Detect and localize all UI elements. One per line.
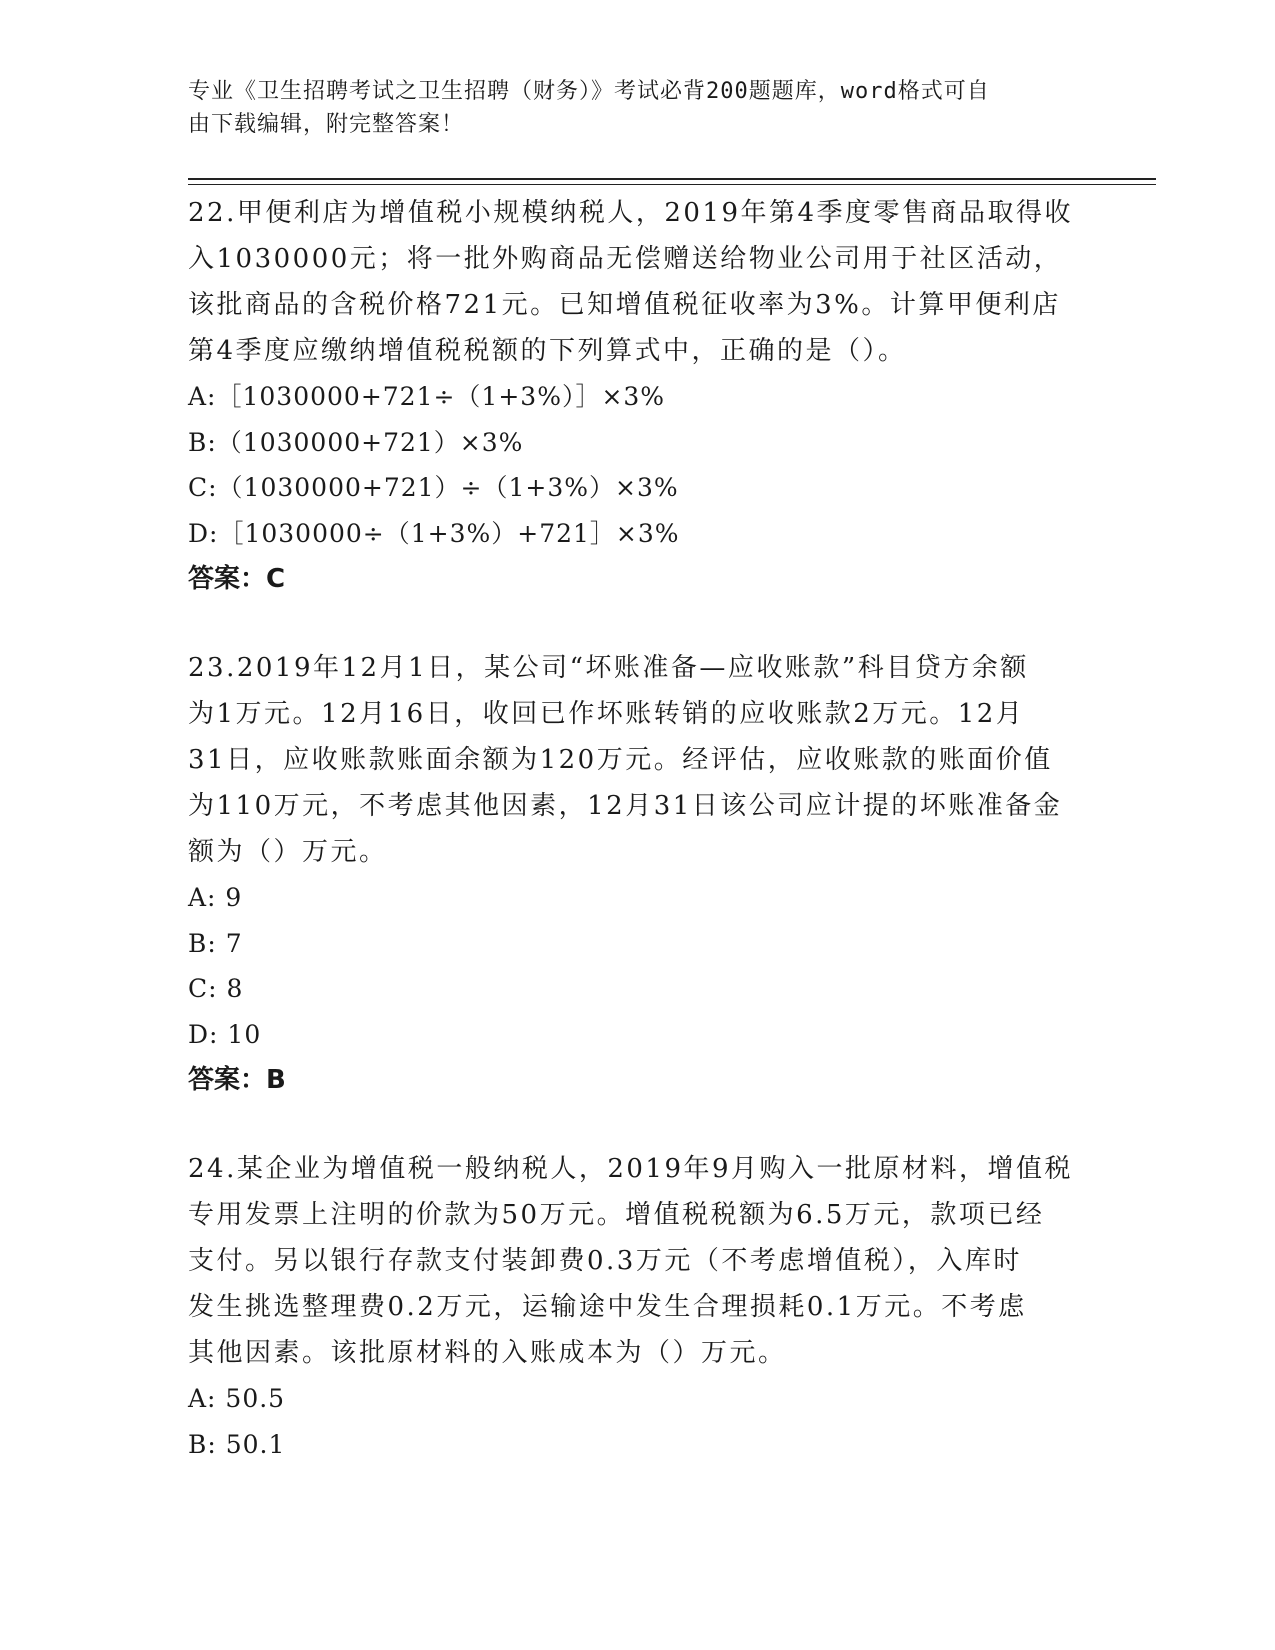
option-a: A: 9: [188, 883, 243, 912]
answer: 答案：C: [188, 564, 286, 594]
question-line: 22.甲便利店为增值税小规模纳税人，2019年第4季度零售商品取得收: [188, 198, 1074, 228]
header-line-1: 专业《卫生招聘考试之卫生招聘（财务）》考试必背200题题库，word格式可自: [188, 79, 990, 104]
option-d: D:［1030000÷（1+3%）+721］×3%: [188, 518, 680, 548]
spacer: [188, 1103, 1088, 1146]
question-line: 该批商品的含税价格721元。已知增值税征收率为3%。计算甲便利店: [188, 290, 1061, 320]
question-line: 入1030000元；将一批外购商品无偿赠送给物业公司用于社区活动，: [188, 244, 1063, 274]
question-23: [188, 645, 1088, 1103]
question-line: 为1万元。12月16日，收回已作坏账转销的应收账款2万元。12月: [188, 699, 1025, 729]
question-line: 第4季度应缴纳增值税税额的下列算式中，正确的是（）。: [188, 336, 907, 366]
option-c: C:（1030000+721）÷（1+3%）×3%: [188, 473, 679, 502]
option-b: B: 7: [188, 928, 243, 958]
question-line: 额为（）万元。: [188, 837, 388, 867]
question-24: [188, 1146, 1088, 1467]
option-d: D: 10: [188, 1019, 262, 1049]
question-line: 支付。另以银行存款支付装卸费0.3万元（不考虑增值税），入库时: [188, 1246, 1022, 1276]
spacer: [188, 602, 1088, 645]
question-line: 31日，应收账款账面余额为120万元。经评估，应收账款的账面价值: [188, 745, 1053, 775]
option-a: A: 50.5: [188, 1384, 286, 1413]
question-list: [188, 190, 1088, 1467]
option-a: A:［1030000+721÷（1+3%）］×3%: [188, 382, 666, 411]
option-c: C: 8: [188, 974, 244, 1003]
header-divider-thin: [188, 184, 1156, 185]
option-b: B: 50.1: [188, 1429, 286, 1459]
question-line: 专用发票上注明的价款为50万元。增值税税额为6.5万元，款项已经: [188, 1200, 1045, 1230]
page-header: [188, 75, 1068, 141]
question-line: 23.2019年12月1日，某公司“坏账准备—应收账款”科目贷方余额: [188, 653, 1029, 683]
question-line: 发生挑选整理费0.2万元，运输途中发生合理损耗0.1万元。不考虑: [188, 1292, 1027, 1322]
question-line: 24.某企业为增值税一般纳税人，2019年9月购入一批原材料，增值税: [188, 1154, 1074, 1184]
header-divider-thick: [188, 178, 1156, 180]
header-line-2: 由下载编辑，附完整答案！: [188, 112, 465, 137]
option-b: B:（1030000+721）×3%: [188, 427, 524, 457]
answer: 答案：B: [188, 1065, 286, 1095]
question-22: [188, 190, 1088, 602]
question-line: 为110万元，不考虑其他因素，12月31日该公司应计提的坏账准备金: [188, 791, 1063, 821]
question-line: 其他因素。该批原材料的入账成本为（）万元。: [188, 1338, 787, 1368]
